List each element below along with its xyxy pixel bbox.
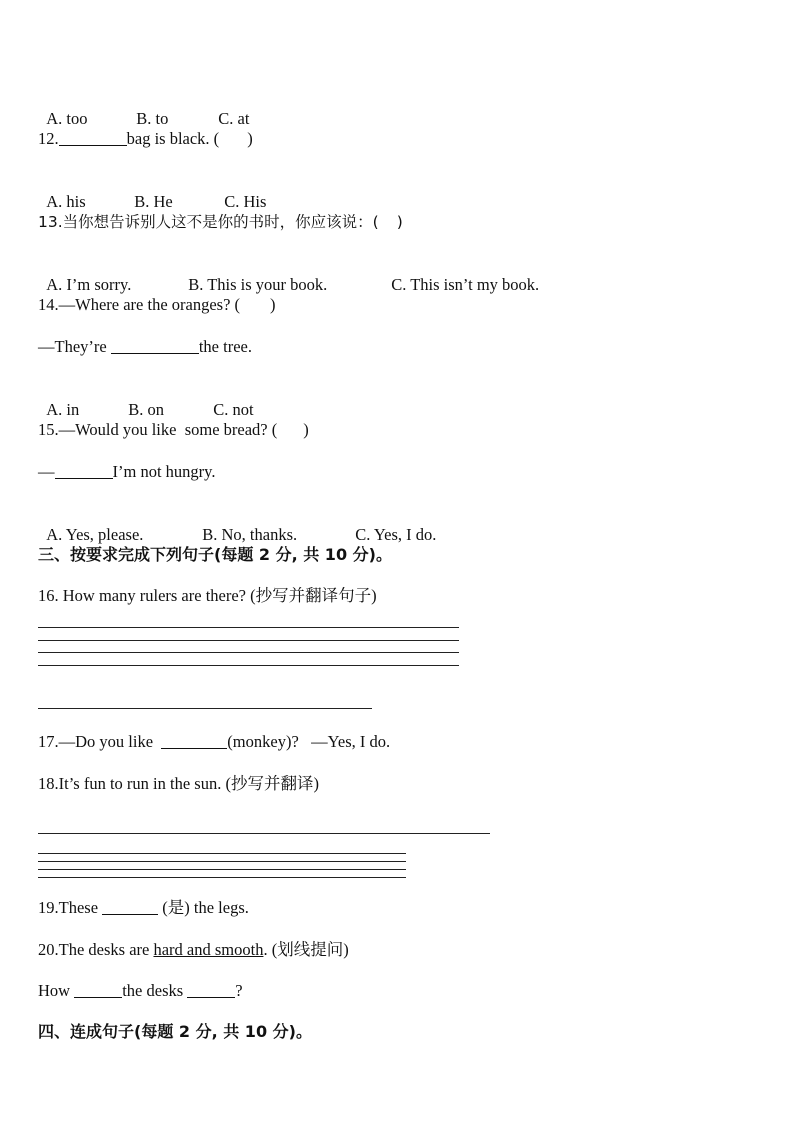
option-c: C. This isn’t my book. xyxy=(391,275,540,294)
writing-line[interactable] xyxy=(38,869,406,870)
answer-suffix: ? xyxy=(235,981,243,1000)
answer-blank[interactable] xyxy=(187,981,235,998)
answer-blank[interactable] xyxy=(55,462,113,479)
writing-line[interactable] xyxy=(38,627,459,628)
writing-line[interactable] xyxy=(38,853,406,854)
question-14 xyxy=(38,294,276,316)
option-b: B. on xyxy=(128,400,165,419)
option-a: A. I’m sorry. xyxy=(46,275,132,294)
question-text: 13.当你想告诉别人这不是你的书时，你应该说：( xyxy=(38,213,379,231)
question-text: 14.—Where are the oranges? ( xyxy=(38,295,241,314)
option-b: B. This is your book. xyxy=(188,275,328,294)
paren-close: ) xyxy=(303,420,309,439)
answer-blank[interactable] xyxy=(111,337,199,354)
section-3-heading: 三、按要求完成下列句子(每题 2 分, 共 10 分)。 xyxy=(38,545,392,564)
answer-prefix: How xyxy=(38,981,71,1000)
question-hint: (是) the legs. xyxy=(162,898,249,917)
question-number: 12. xyxy=(38,129,59,148)
q11-options xyxy=(38,86,249,130)
question-text: 19.These xyxy=(38,898,99,917)
option-c: C. His xyxy=(224,192,267,211)
writing-line[interactable] xyxy=(38,877,406,878)
question-text: 20.The desks are xyxy=(38,940,150,959)
paren-close: ) xyxy=(396,213,403,231)
writing-line[interactable] xyxy=(38,833,490,834)
paren-close: ) xyxy=(247,129,253,148)
answer-blank[interactable] xyxy=(102,898,158,915)
question-13 xyxy=(38,211,403,233)
answer-middle: the desks xyxy=(122,981,184,1000)
question-18: 18.It’s fun to run in the sun. (抄写并翻译) xyxy=(38,774,319,793)
question-text: 15.—Would you like some bread? ( xyxy=(38,420,278,439)
question-17 xyxy=(38,731,390,753)
answer-suffix: I’m not hungry. xyxy=(112,462,216,481)
question-15-answer xyxy=(38,461,215,483)
question-20-answer xyxy=(38,980,243,1002)
option-c: C. not xyxy=(213,400,254,419)
writing-line[interactable] xyxy=(38,652,459,653)
writing-line[interactable] xyxy=(38,665,459,666)
question-text: bag is black. ( xyxy=(126,129,220,148)
question-14-answer xyxy=(38,336,252,358)
q14-options xyxy=(38,377,254,421)
paren-close: ) xyxy=(270,295,276,314)
underlined-phrase: hard and smooth xyxy=(153,940,264,959)
q12-options xyxy=(38,169,266,213)
question-20 xyxy=(38,939,349,961)
question-19 xyxy=(38,897,249,919)
answer-text: —Yes, I do. xyxy=(311,732,391,751)
option-a: A. in xyxy=(46,400,80,419)
question-hint: . (划线提问) xyxy=(263,940,349,959)
answer-suffix: the tree. xyxy=(198,337,252,356)
option-c: C. at xyxy=(218,109,250,128)
question-16: 16. How many rulers are there? (抄写并翻译句子) xyxy=(38,586,377,605)
question-text: 17.—Do you like xyxy=(38,732,154,751)
option-a: A. his xyxy=(46,192,86,211)
question-hint: (monkey)? xyxy=(227,732,299,751)
q15-options xyxy=(38,502,436,546)
option-c: C. Yes, I do. xyxy=(355,525,437,544)
question-15 xyxy=(38,419,309,441)
writing-line[interactable] xyxy=(38,640,459,641)
writing-line[interactable] xyxy=(38,861,406,862)
answer-blank[interactable] xyxy=(59,129,127,146)
option-b: B. to xyxy=(136,109,169,128)
section-4-heading: 四、连成句子(每题 2 分, 共 10 分)。 xyxy=(38,1022,312,1041)
answer-prefix: — xyxy=(38,462,55,481)
q13-options xyxy=(38,252,539,296)
question-12 xyxy=(38,128,253,150)
option-b: B. He xyxy=(134,192,173,211)
answer-blank[interactable] xyxy=(161,732,227,749)
answer-prefix: —They’re xyxy=(38,337,107,356)
writing-line[interactable] xyxy=(38,708,372,709)
option-a: A. too xyxy=(46,109,88,128)
option-b: B. No, thanks. xyxy=(202,525,298,544)
answer-blank[interactable] xyxy=(74,981,122,998)
option-a: A. Yes, please. xyxy=(46,525,144,544)
